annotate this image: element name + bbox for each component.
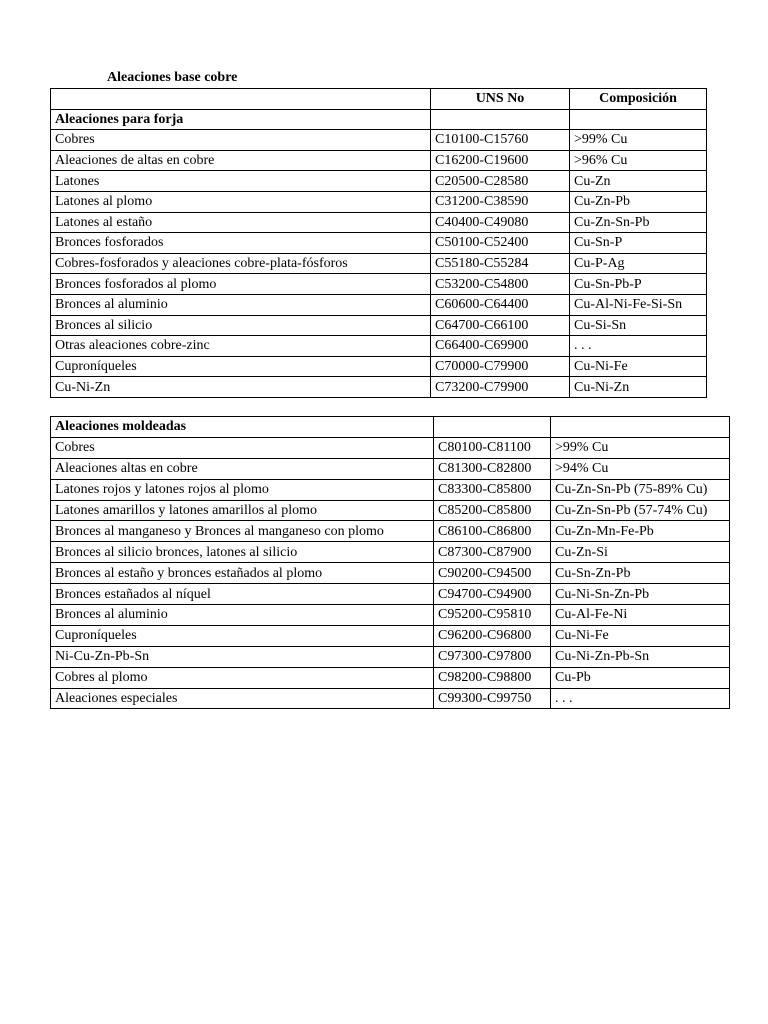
alloy-name-cell: Bronces al aluminio [51,605,434,626]
composition-cell: . . . [570,336,707,357]
table-header-row [51,89,707,110]
composition-cell: Cu-Sn-Zn-Pb [551,563,730,584]
table-row [51,625,730,646]
alloy-name-cell: Bronces fosforados al plomo [51,274,431,295]
table-row [51,521,730,542]
header-cell-composition: Composición [570,89,707,110]
table-row [51,150,707,171]
table-row [51,212,707,233]
alloy-name-cell: Aleaciones de altas en cobre [51,150,431,171]
uns-number-cell: C83300-C85800 [434,479,551,500]
composition-cell: Cu-P-Ag [570,253,707,274]
table-row [51,458,730,479]
alloy-name-cell: Otras aleaciones cobre-zinc [51,336,431,357]
empty-cell [551,417,730,438]
composition-cell: >96% Cu [570,150,707,171]
uns-number-cell: C80100-C81100 [434,437,551,458]
table-row [51,646,730,667]
table-row [51,294,707,315]
table-row [51,315,707,336]
alloy-name-cell: Latones amarillos y latones amarillos al plomo [51,500,434,521]
header-cell-uns: UNS No [431,89,570,110]
composition-cell: Cu-Ni-Sn-Zn-Pb [551,584,730,605]
alloy-name-cell: Bronces al aluminio [51,294,431,315]
alloy-name-cell: Cuproníqueles [51,356,431,377]
composition-cell: Cu-Zn-Mn-Fe-Pb [551,521,730,542]
uns-number-cell: C53200-C54800 [431,274,570,295]
uns-number-cell: C10100-C15760 [431,130,570,151]
uns-number-cell: C16200-C19600 [431,150,570,171]
empty-cell [570,109,707,130]
forja-alloys-table [50,88,707,398]
table-row [51,605,730,626]
composition-cell: Cu-Zn-Si [551,542,730,563]
uns-number-cell: C70000-C79900 [431,356,570,377]
uns-number-cell: C55180-C55284 [431,253,570,274]
alloy-name-cell: Cobres al plomo [51,667,434,688]
alloy-name-cell: Bronces estañados al níquel [51,584,434,605]
uns-number-cell: C31200-C38590 [431,191,570,212]
composition-cell: Cu-Si-Sn [570,315,707,336]
composition-cell: Cu-Ni-Fe [570,356,707,377]
composition-cell: Cu-Al-Ni-Fe-Si-Sn [570,294,707,315]
table-row [51,437,730,458]
alloy-name-cell: Cuproníqueles [51,625,434,646]
alloy-name-cell: Bronces al silicio [51,315,431,336]
table-row [51,667,730,688]
composition-cell: >99% Cu [551,437,730,458]
table-row [51,356,707,377]
section-label-moldeadas: Aleaciones moldeadas [51,417,434,438]
composition-cell: Cu-Ni-Zn [570,377,707,398]
table-row [51,563,730,584]
composition-cell: Cu-Sn-Pb-P [570,274,707,295]
table-row [51,584,730,605]
alloy-name-cell: Aleaciones altas en cobre [51,458,434,479]
table-row [51,171,707,192]
table-row [51,500,730,521]
table-row [51,479,730,500]
composition-cell: >99% Cu [570,130,707,151]
table-row [51,130,707,151]
empty-cell [431,109,570,130]
uns-number-cell: C64700-C66100 [431,315,570,336]
composition-cell: Cu-Zn-Sn-Pb (57-74% Cu) [551,500,730,521]
table-row [51,688,730,709]
table-row [51,542,730,563]
uns-number-cell: C96200-C96800 [434,625,551,646]
composition-cell: Cu-Ni-Fe [551,625,730,646]
uns-number-cell: C73200-C79900 [431,377,570,398]
alloy-name-cell: Cobres-fosforados y aleaciones cobre-plata-fósforos [51,253,431,274]
alloy-name-cell: Bronces al silicio bronces, latones al silicio [51,542,434,563]
uns-number-cell: C90200-C94500 [434,563,551,584]
forja-table-body [51,89,707,398]
alloy-name-cell: Aleaciones especiales [51,688,434,709]
alloy-name-cell: Cu-Ni-Zn [51,377,431,398]
alloy-name-cell: Cobres [51,130,431,151]
alloy-name-cell: Bronces fosforados [51,233,431,254]
composition-cell: Cu-Zn [570,171,707,192]
uns-number-cell: C81300-C82800 [434,458,551,479]
uns-number-cell: C60600-C64400 [431,294,570,315]
uns-number-cell: C85200-C85800 [434,500,551,521]
uns-number-cell: C87300-C87900 [434,542,551,563]
composition-cell: Cu-Zn-Sn-Pb [570,212,707,233]
uns-number-cell: C98200-C98800 [434,667,551,688]
uns-number-cell: C94700-C94900 [434,584,551,605]
uns-number-cell: C20500-C28580 [431,171,570,192]
document-title: Aleaciones base cobre [107,70,238,85]
alloy-name-cell: Latones al estaño [51,212,431,233]
uns-number-cell: C99300-C99750 [434,688,551,709]
composition-cell: Cu-Zn-Pb [570,191,707,212]
table-row [51,336,707,357]
uns-number-cell: C97300-C97800 [434,646,551,667]
alloy-name-cell: Latones al plomo [51,191,431,212]
uns-number-cell: C86100-C86800 [434,521,551,542]
alloy-name-cell: Cobres [51,437,434,458]
section-label-forja: Aleaciones para forja [51,109,431,130]
composition-cell: . . . [551,688,730,709]
header-cell-name [51,89,431,110]
empty-cell [434,417,551,438]
uns-number-cell: C40400-C49080 [431,212,570,233]
alloy-name-cell: Ni-Cu-Zn-Pb-Sn [51,646,434,667]
moldeadas-alloys-table [50,416,730,709]
table-row [51,377,707,398]
composition-cell: Cu-Zn-Sn-Pb (75-89% Cu) [551,479,730,500]
table-row [51,253,707,274]
table-row [51,274,707,295]
uns-number-cell: C95200-C95810 [434,605,551,626]
composition-cell: Cu-Ni-Zn-Pb-Sn [551,646,730,667]
alloy-name-cell: Bronces al estaño y bronces estañados al plomo [51,563,434,584]
moldeadas-table-body [51,417,730,709]
section-row-moldeadas [51,417,730,438]
alloy-name-cell: Latones [51,171,431,192]
composition-cell: Cu-Sn-P [570,233,707,254]
composition-cell: >94% Cu [551,458,730,479]
section-row-forja [51,109,707,130]
alloy-name-cell: Latones rojos y latones rojos al plomo [51,479,434,500]
table-row [51,191,707,212]
composition-cell: Cu-Pb [551,667,730,688]
alloy-name-cell: Bronces al manganeso y Bronces al manganeso con plomo [51,521,434,542]
uns-number-cell: C66400-C69900 [431,336,570,357]
uns-number-cell: C50100-C52400 [431,233,570,254]
composition-cell: Cu-Al-Fe-Ni [551,605,730,626]
table-row [51,233,707,254]
